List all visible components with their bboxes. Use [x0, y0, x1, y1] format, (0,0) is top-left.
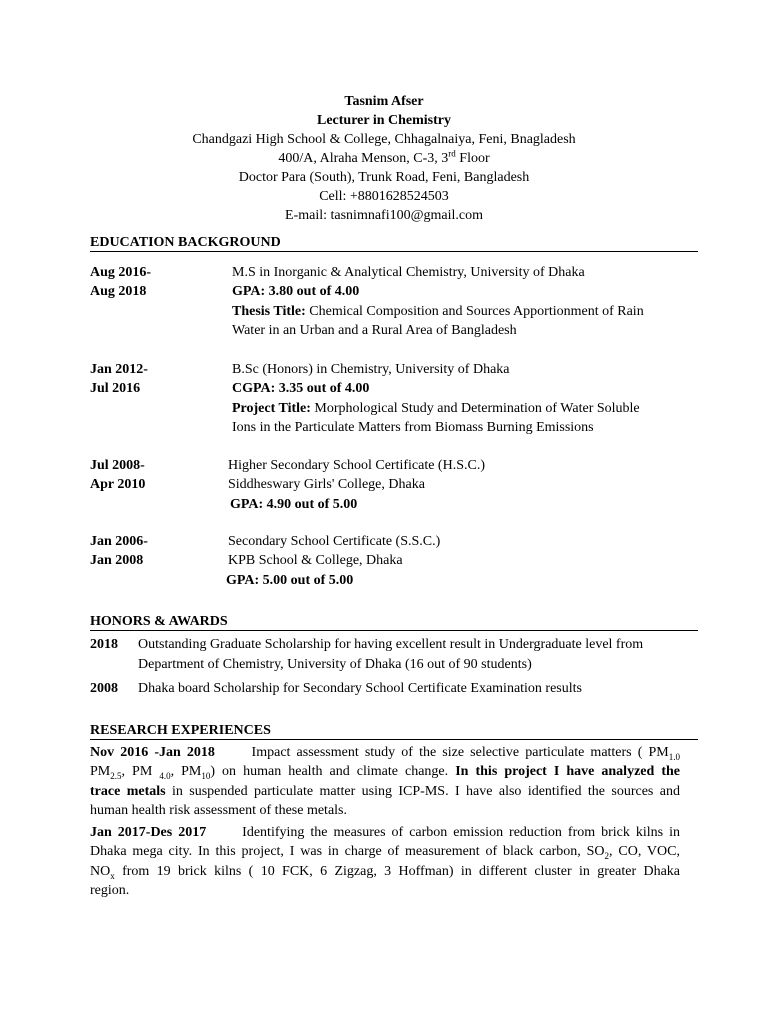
entry-details: B.Sc (Honors) in Chemistry, University of Dhaka CGPA: 3.35 out of 4.00 Project Title: Morphological Study and Determination of Water Soluble Ions in the Particulate Matters from Biomass Burning Emissions: [232, 360, 712, 438]
project-title: Project Title: Morphological Study and Determination of Water Soluble: [232, 400, 640, 416]
award-text: Outstanding Graduate Scholarship for having excellent result in Undergraduate level from: [138, 637, 644, 652]
research-item: Nov 2016 -Jan 2018 Impact assessment study of the size selective particulate matters ( $PM_{1.0}$ $PM_{2.5}$, PM $_{4.0}$, $PM_{10}$) on human health and climate change. In this project I have analyzed the trace metals in suspended particulate matter using ICP-MS. I have also identified the sources and human health risk assessment of these metals.: [90, 745, 680, 819]
entry-dates: Aug 2016- Aug 2018: [90, 265, 152, 300]
address-line-2: Doctor Para (South), Trunk Road, Feni, Bangladesh: [238, 170, 530, 185]
education-heading: EDUCATION BACKGROUND: [90, 234, 698, 252]
school: KPB School & College, Dhaka: [228, 553, 403, 569]
grade: GPA: 4.90 out of 5.00: [230, 496, 358, 512]
entry-dates: Jan 2012- Jul 2016: [90, 362, 148, 397]
degree: Secondary School Certificate (S.S.C.): [228, 534, 441, 549]
contact-header: [0, 92, 768, 225]
address-line-1: 400/A, Alraha Menson, C-3, 3rd Floor: [278, 148, 490, 166]
degree: B.Sc (Honors) in Chemistry, University of Dhaka: [232, 362, 510, 377]
research-heading: RESEARCH EXPERIENCES: [90, 722, 698, 740]
job-title: Lecturer in Chemistry: [316, 113, 451, 128]
school: Siddheswary Girls' College, Dhaka: [228, 477, 425, 493]
entry-details: M.S in Inorganic & Analytical Chemistry, University of Dhaka GPA: 3.80 out of 4.00 Thesis Title: Chemical Composition and Sources Apportionment of Rain Water in an Urban and a Rural Area of Bangladesh: [232, 263, 712, 341]
institution: Chandgazi High School & College, Chhagalnaiya, Feni, Bnagladesh: [192, 132, 576, 147]
grade: CGPA: 3.35 out of 4.00: [232, 381, 370, 397]
grade: GPA: 5.00 out of 5.00: [226, 572, 354, 588]
cell-phone: Cell: +8801628524503: [319, 189, 449, 204]
honors-heading: HONORS & AWARDS: [90, 613, 698, 631]
award-text: Dhaka board Scholarship for Secondary School Certificate Examination results: [138, 681, 582, 696]
grade: GPA: 3.80 out of 4.00: [232, 284, 360, 300]
award-year: 2018: [90, 637, 118, 652]
research-item: Jan 2017-Des 2017 Identifying the measures of carbon emission reduction from brick kilns in Dhaka mega city. In this project, I was in charge of measurement of black carbon, $SO_2$, CO, VOC, $NO_x$ from 19 brick kilns ( 10 FCK, 6 Zigzag, 3 Hoffman) in different cluster in greater Dhaka region.: [90, 825, 680, 899]
entry-details: [228, 456, 708, 514]
research-dates: Nov 2016 -Jan 2018: [90, 745, 215, 760]
thesis-title: Thesis Title: Chemical Composition and Sources Apportionment of Rain: [232, 303, 644, 319]
entry-dates: Jan 2006- Jan 2008: [90, 534, 148, 569]
person-name: Tasnim Afser: [344, 94, 424, 109]
entry-dates: Jul 2008- Apr 2010: [90, 458, 146, 493]
research-dates: Jan 2017-Des 2017: [90, 825, 207, 840]
award-year: 2008: [90, 681, 118, 696]
degree: M.S in Inorganic & Analytical Chemistry, University of Dhaka: [232, 265, 585, 280]
entry-details: [228, 532, 708, 590]
award-text-cont: Department of Chemistry, University of Dhaka (16 out of 90 students): [138, 657, 532, 672]
degree: Higher Secondary School Certificate (H.S.C.): [228, 458, 485, 473]
email-address: E-mail: tasnimnafi100@gmail.com: [285, 208, 483, 223]
